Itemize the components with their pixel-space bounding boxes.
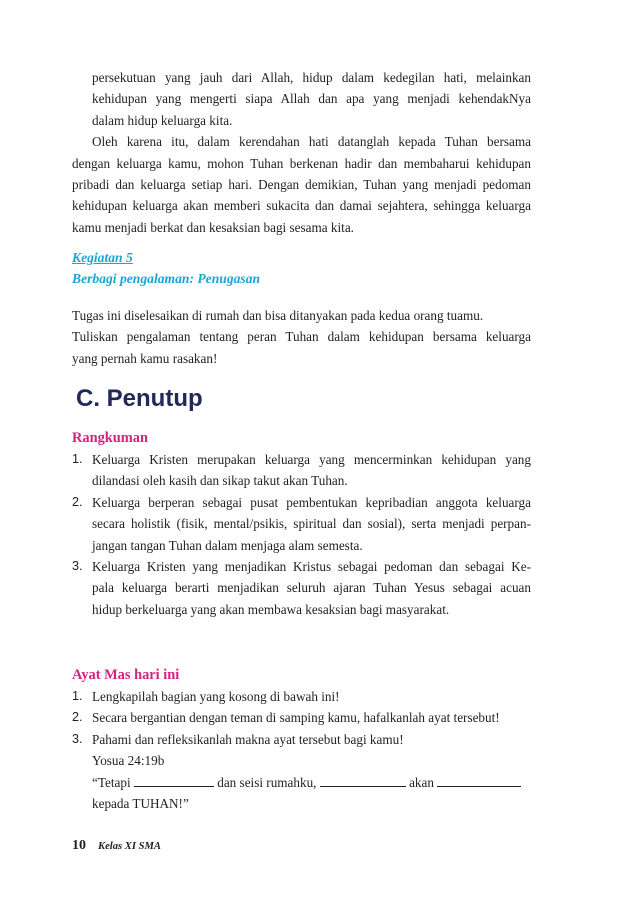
verse-blank-2[interactable] — [320, 774, 406, 787]
text-line: Tugas ini diselesaikan di rumah dan bisa ditanyakan pada kedua orang tuamu. — [72, 308, 484, 323]
text-line: dilandasi oleh kasih dan sikap takut akan Tuhan. — [92, 473, 348, 489]
text-line: hidup berkeluarga yang akan membawa kesaksian bagi masyarakat. — [92, 601, 450, 617]
list-item — [72, 449, 531, 492]
section-heading-penutup: C. Penutup — [76, 385, 203, 412]
text-line: pribadi dan keluarga setiap hari. Dengan demikian, Tuhan yang menjadi pedoman — [72, 177, 531, 193]
task-paragraph — [72, 305, 531, 369]
list-number: 3. — [72, 559, 83, 574]
text-line: kehidupan keluarga akan memberi sukacita dan damai sejahtera, sehingga keluarga — [72, 198, 531, 214]
kegiatan-title: Kegiatan 5 — [72, 250, 133, 265]
text-line: yang pernah kamu rasakan! — [72, 350, 218, 366]
intro-continuation — [72, 67, 531, 131]
page-number: 10 — [72, 838, 86, 853]
list-number: 3. — [72, 731, 83, 746]
list-number: 2. — [72, 710, 83, 725]
text-line: Lengkapilah bagian yang kosong di bawah ini! — [92, 689, 340, 704]
verse-start: “Tetapi — [92, 774, 134, 790]
list-number: 1. — [72, 452, 83, 466]
verse-fill-line — [92, 772, 531, 793]
ayat-list — [72, 686, 531, 814]
list-item — [72, 686, 531, 707]
text-line: persekutuan yang jauh dari Allah, hidup dalam kedegilan hati, melainkan — [92, 70, 531, 85]
text-line: jangan tangan Tuhan dalam menjaga alam semesta. — [92, 537, 363, 553]
text-line: Secara bergantian dengan teman di samping kamu, hafalkanlah ayat tersebut! — [92, 710, 500, 726]
verse-reference: Yosua 24:19b — [92, 753, 165, 769]
text-line: dalam hidup keluarga kita. — [92, 112, 233, 128]
text-line: Oleh karena itu, dalam kerendahan hati datanglah kepada Tuhan bersama — [92, 134, 531, 150]
verse-blank-3[interactable] — [437, 774, 521, 787]
text-line: pala keluarga berarti menjadikan seluruh ajaran Tuhan Yesus sebagai acuan — [92, 580, 531, 596]
list-item — [72, 729, 531, 815]
kegiatan-subtitle: Berbagi pengalaman: Penugasan — [72, 271, 261, 286]
text-line: Keluarga Kristen merupakan keluarga yang mencerminkan kehidupan yang — [92, 452, 531, 467]
text-line: kehidupan yang mengerti siapa Allah dan apa yang menjadi kehendakNya — [92, 91, 531, 107]
text-line: Tuliskan pengalaman tentang peran Tuhan dalam kehidupan bersama keluarga — [72, 329, 531, 345]
text-line: secara holistik (fisik, mental/psikis, spiritual dan sosial), serta menjadi perpan- — [92, 516, 531, 532]
verse-mid-1: dan seisi rumahku, — [213, 774, 320, 790]
page-footer — [72, 838, 161, 854]
intro-paragraph — [72, 131, 531, 238]
list-number: 1. — [72, 689, 83, 703]
list-item — [72, 492, 531, 556]
list-number: 2. — [72, 494, 83, 509]
text-line: Pahami dan refleksikanlah makna ayat tersebut bagi kamu! — [92, 731, 404, 747]
book-title: Kelas XI SMA — [98, 841, 161, 852]
rangkuman-list — [72, 449, 531, 620]
rangkuman-heading: Rangkuman — [72, 430, 148, 446]
verse-blank-1[interactable] — [134, 774, 214, 787]
kegiatan-heading — [72, 247, 531, 289]
verse-mid-2: akan — [405, 774, 438, 790]
intro-section — [72, 67, 531, 238]
text-line: dengan keluarga kamu, mohon Tuhan berkenan hadir dan membaharui kehidupan — [72, 155, 531, 171]
list-item — [72, 707, 531, 728]
ayat-heading: Ayat Mas hari ini — [72, 667, 180, 683]
text-line: kamu menjadi berkat dan kesaksian bagi sesama kita. — [72, 219, 354, 235]
text-line: Keluarga Kristen yang menjadikan Kristus sebagai pedoman dan sebagai Ke- — [92, 559, 531, 575]
verse-end: kepada TUHAN!” — [92, 796, 189, 812]
list-item — [72, 556, 531, 620]
text-line: Keluarga berperan sebagai pusat pembentukan kepribadian anggota keluarga — [92, 494, 531, 510]
